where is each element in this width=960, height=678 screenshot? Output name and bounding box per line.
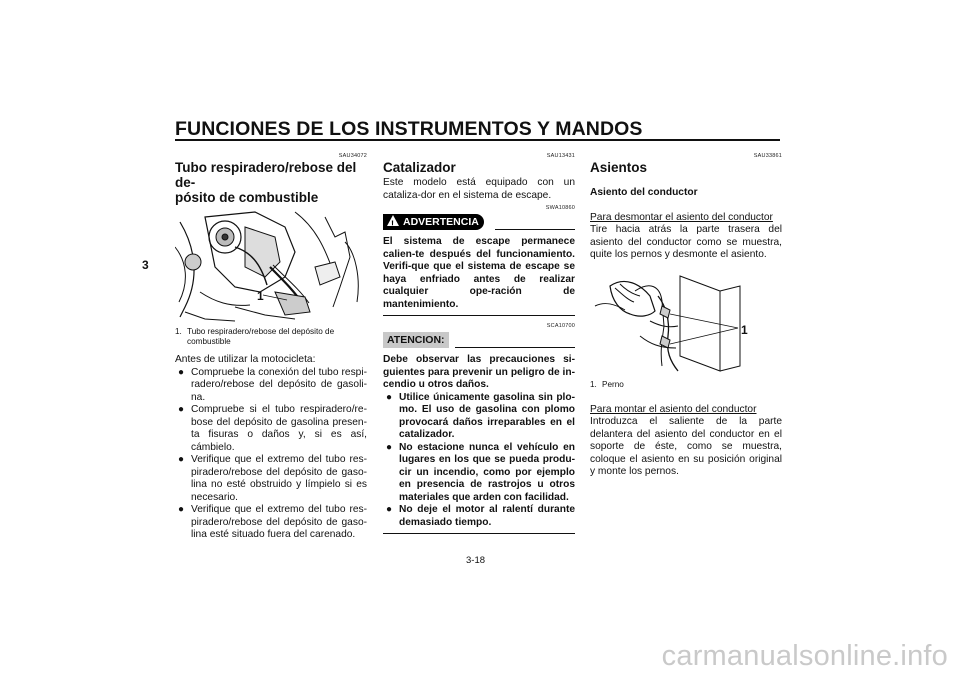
warning-code: SWA10860 <box>545 205 575 211</box>
caution-text: Debe observar las precauciones si-guientes para prevenir un peligro de in-cendio u otros daños. <box>383 354 575 390</box>
seat-bolt-illustration <box>590 266 782 378</box>
seat-figure <box>590 266 782 378</box>
remove-text: Tire hacia atrás la parte trasera del asiento del conductor como se muestra, quite los pernos y desmonte el asiento. <box>590 224 782 260</box>
list-item: ● No estacione nunca el vehículo en lugares en los que se pueda produ-cir un incendio, como por ejemplo en presencia de rastrojos u otros materiales que arden con facilidad. <box>386 441 575 503</box>
list-item: ● Verifique que el extremo del tubo res-piradero/rebose del depósito de gaso-lina esté situado fuera del carenado. <box>178 504 367 540</box>
list-item: ● No deje el motor al ralentí durante demasiado tiempo. <box>386 504 575 528</box>
section-code: SAU34072 <box>338 153 367 159</box>
section-title: Tubo respiradero/rebose del de- pósito de combustible <box>175 160 357 205</box>
install-text: Introduzca el saliente de la parte delantera del asiento del conductor en el soporte de éste, como se muestra, coloque el asiento en su posición original y monte los pernos. <box>590 416 782 477</box>
section-title: Catalizador <box>383 160 456 175</box>
list-item: ● Utilice únicamente gasolina sin plo-mo. El uso de gasolina con plomo provocará daños irreparables en el catalizador. <box>386 391 575 440</box>
column-fuel-tank-breather <box>175 152 367 542</box>
section-code: SAU33861 <box>753 153 782 159</box>
page-number: 3-18 <box>466 555 486 566</box>
bullet-dot-icon: ● <box>178 404 185 415</box>
figure-callout: 1 <box>257 289 264 303</box>
bullet-dot-icon: ● <box>386 391 393 403</box>
figure-caption: 1. Perno <box>590 379 624 389</box>
warning-text: El sistema de escape permanece calien-te después del funcionamiento. Verifi-que que el sistema de escape se haya enfriado antes de realizar cualquier ope-ración de mantenimiento. <box>383 236 575 310</box>
caution-rule <box>455 347 575 348</box>
column-seats <box>590 152 782 479</box>
intro-text: Este modelo está equipado con un cataliza-dor en el sistema de escape. <box>383 177 575 201</box>
section-subtitle: Asiento del conductor <box>590 187 698 198</box>
breather-hose-figure <box>175 207 367 325</box>
caution-end-rule <box>383 533 575 534</box>
list-item: ● Compruebe si el tubo respiradero/re-bose del depósito de gasolina presen-ta fisuras o daños y, si es así, cámbielo. <box>178 404 367 453</box>
warning-triangle-icon: ! <box>387 215 399 226</box>
caution-badge: ATENCION: <box>383 332 449 348</box>
chapter-tab: 3 <box>142 258 149 272</box>
figure-caption: 1. Tubo respiradero/rebose del depósito de combustible <box>175 327 335 346</box>
warning-header <box>383 214 575 232</box>
figure-callout: 1 <box>741 322 748 337</box>
section-title: Asientos <box>590 160 648 175</box>
list-item: ● Verifique que el extremo del tubo res-piradero/rebose del depósito de gaso-lina no esté obstruido y límpielo si es necesario. <box>178 454 367 503</box>
breather-hose-illustration <box>175 207 367 325</box>
intro-text: Antes de utilizar la motocicleta: <box>175 354 316 365</box>
bullet-dot-icon: ● <box>386 504 393 515</box>
caution-code: SCA10700 <box>546 323 575 329</box>
warning-end-rule <box>383 315 575 316</box>
caution-list <box>383 392 575 530</box>
install-heading: Para montar el asiento del conductor <box>590 403 757 415</box>
list-item: ● Compruebe la conexión del tubo respi-radero/rebose del depósito de gasoli-na. <box>178 366 367 403</box>
column-catalyst <box>383 152 575 534</box>
remove-heading: Para desmontar el asiento del conductor <box>590 211 773 223</box>
caution-header <box>383 332 575 350</box>
header-rule <box>175 139 780 141</box>
bullet-dot-icon: ● <box>178 366 185 378</box>
checklist <box>175 367 367 542</box>
section-code: SAU13431 <box>546 153 575 159</box>
warning-badge: ! ADVERTENCIA <box>383 214 484 230</box>
watermark: carmanualsonline.info <box>661 640 948 672</box>
bullet-dot-icon: ● <box>178 504 185 515</box>
warning-rule <box>495 229 575 230</box>
bullet-dot-icon: ● <box>178 454 185 465</box>
bullet-dot-icon: ● <box>386 441 393 453</box>
header-title: FUNCIONES DE LOS INSTRUMENTOS Y MANDOS <box>175 118 643 140</box>
